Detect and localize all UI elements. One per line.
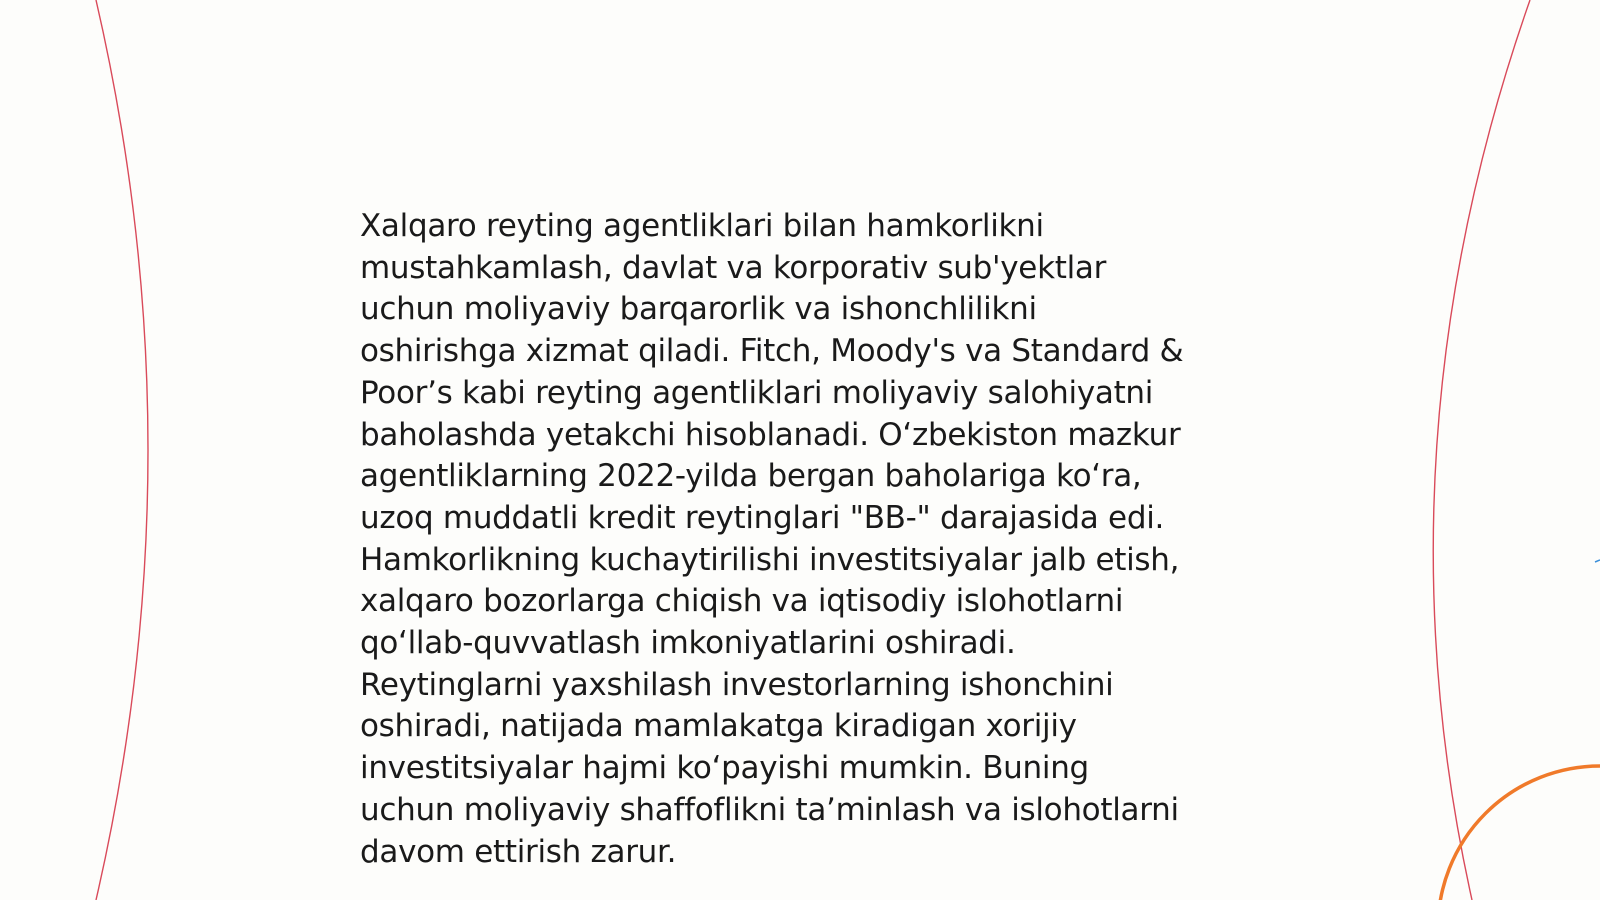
- paragraph-line: uchun moliyaviy barqarorlik va ishonchlilikni: [360, 291, 1037, 328]
- paragraph-line: Xalqaro reyting agentliklari bilan hamkorlikni: [360, 208, 1044, 244]
- small-blue-accent: [1595, 560, 1600, 562]
- left-curve-line: [96, 0, 148, 900]
- paragraph-line: Reytinglarni yaxshilash investorlarning ishonchini: [360, 666, 1114, 703]
- paragraph-line: agentliklarning 2022-yilda bergan baholariga ko‘ra,: [360, 458, 1142, 495]
- paragraph-line: uzoq muddatli kredit reytinglari "BB-" darajasida edi.: [360, 499, 1165, 536]
- orange-circle-accent: [1438, 766, 1600, 900]
- paragraph-line: oshiradi, natijada mamlakatga kiradigan xorijiy: [360, 708, 1077, 745]
- paragraph-line: uchun moliyaviy shaffoflikni ta’minlash va islohotlarni: [360, 791, 1179, 828]
- paragraph-line: xalqaro bozorlarga chiqish va iqtisodiy islohotlarni: [360, 583, 1124, 620]
- paragraph-line: investitsiyalar hajmi ko‘payishi mumkin. Buning: [360, 750, 1089, 787]
- paragraph-line: Poor’s kabi reyting agentliklari moliyaviy salohiyatni: [360, 374, 1154, 411]
- body-paragraph: [360, 206, 1260, 873]
- paragraph-line: oshirishga xizmat qiladi. Fitch, Moody's va Standard &: [360, 333, 1184, 370]
- paragraph-line: mustahkamlash, davlat va korporativ sub'yektlar: [360, 249, 1107, 286]
- paragraph-line: Hamkorlikning kuchaytirilishi investitsiyalar jalb etish,: [360, 541, 1180, 578]
- paragraph-line: qo‘llab-quvvatlash imkoniyatlarini oshiradi.: [360, 625, 1016, 662]
- right-curve-line: [1433, 0, 1530, 900]
- paragraph-line: davom ettirish zarur.: [360, 833, 677, 870]
- paragraph-line: baholashda yetakchi hisoblanadi. O‘zbekiston mazkur: [360, 416, 1181, 453]
